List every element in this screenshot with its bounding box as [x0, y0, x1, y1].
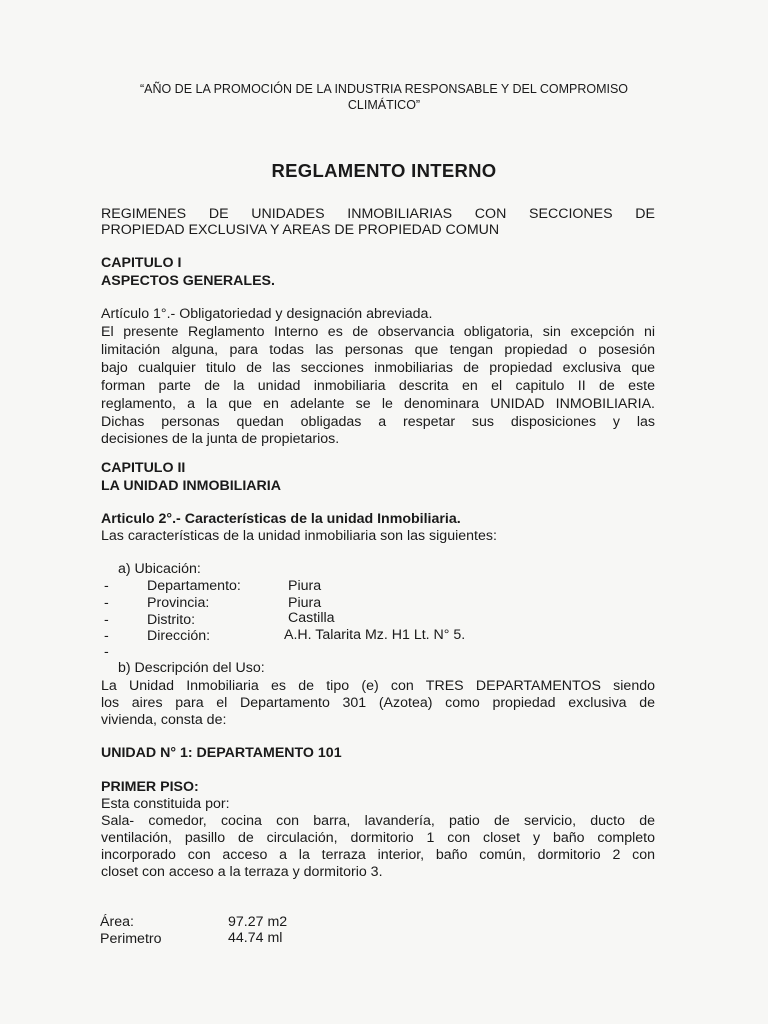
subtitle-line-2: PROPIEDAD EXCLUSIVA Y AREAS DE PROPIEDAD COMUN	[101, 222, 500, 238]
uso-line: vivienda, consta de:	[101, 712, 227, 728]
bullet-dash: -	[104, 578, 109, 594]
location-value: Castilla	[288, 610, 335, 626]
article-1-title: Artículo 1°.- Obligatoriedad y designación abreviada.	[101, 306, 433, 322]
location-label: Provincia:	[147, 595, 210, 611]
location-value: A.H. Talarita Mz. H1 Lt. N° 5.	[284, 627, 466, 643]
bullet-dash: -	[104, 595, 109, 611]
uso-label: b) Descripción del Uso:	[118, 660, 265, 676]
perimeter-value: 44.74 ml	[228, 930, 283, 946]
article-2-intro: Las características de la unidad inmobiliaria son las siguientes:	[101, 528, 497, 544]
area-value: 97.27 m2	[228, 914, 288, 930]
article-1-line: decisiones de la junta de propietarios.	[101, 431, 340, 447]
unit-description-line: closet con acceso a la terraza y dormitorio 3.	[101, 864, 383, 880]
location-value: Piura	[288, 595, 322, 611]
document-title: REGLAMENTO INTERNO	[271, 160, 497, 181]
constituted-label: Esta constituida por:	[101, 796, 230, 812]
motto-line-2: CLIMÁTICO”	[347, 98, 421, 112]
location-value: Piura	[288, 578, 322, 594]
article-1-line: El presente Reglamento Interno es de observancia obligatoria, sin excepción ni	[101, 324, 655, 340]
floor-heading: PRIMER PISO:	[101, 779, 199, 795]
unit-description-line: Sala- comedor, cocina con barra, lavandería, patio de servicio, ducto de	[101, 813, 655, 829]
motto-line-1: “AÑO DE LA PROMOCIÓN DE LA INDUSTRIA RESPONSABLE Y DEL COMPROMISO	[139, 82, 629, 96]
bullet-dash: -	[104, 628, 109, 644]
ubicacion-label: a) Ubicación:	[118, 561, 201, 577]
article-1-line: limitación alguna, para todas las personas que tengan propiedad o posesión	[101, 342, 655, 358]
uso-line: La Unidad Inmobiliaria es de tipo (e) con TRES DEPARTAMENTOS siendo	[101, 678, 655, 694]
article-1-line: forman parte de la unidad inmobiliaria descrita en el capitulo II de este	[101, 378, 655, 394]
uso-line: los aires para el Departamento 301 (Azotea) como propiedad exclusiva de	[101, 695, 655, 711]
chapter-2-heading: CAPITULO II	[101, 460, 186, 476]
unit-1-heading: UNIDAD N° 1: DEPARTAMENTO 101	[101, 745, 342, 761]
area-label: Área:	[100, 914, 134, 930]
location-label: Distrito:	[147, 612, 196, 628]
article-1-line: Dichas personas quedan obligadas a respetar sus disposiciones y las	[101, 414, 655, 430]
unit-description-line: ventilación, pasillo de circulación, dormitorio 1 con closet y baño completo	[101, 830, 655, 846]
bullet-dash: -	[104, 612, 109, 628]
subtitle-line-1: REGIMENES DE UNIDADES INMOBILIARIAS CON SECCIONES DE	[101, 206, 655, 222]
bullet-dash: -	[104, 644, 109, 660]
unit-description-line: incorporado con acceso a la terraza interior, baño común, dormitorio 2 con	[101, 847, 655, 863]
location-label: Departamento:	[147, 578, 241, 594]
chapter-1-heading: CAPITULO I	[101, 255, 182, 271]
article-1-line: bajo cualquier titulo de las secciones inmobiliarias de propiedad exclusiva que	[101, 360, 655, 376]
chapter-2-name: LA UNIDAD INMOBILIARIA	[101, 478, 281, 494]
chapter-1-name: ASPECTOS GENERALES.	[101, 273, 275, 289]
perimeter-label: Perimetro	[100, 931, 162, 947]
article-1-line: reglamento, a la que en adelante se le denominara UNIDAD INMOBILIARIA.	[101, 396, 655, 412]
article-2-title: Articulo 2°.- Características de la unidad Inmobiliaria.	[101, 511, 461, 527]
location-label: Dirección:	[147, 628, 211, 644]
